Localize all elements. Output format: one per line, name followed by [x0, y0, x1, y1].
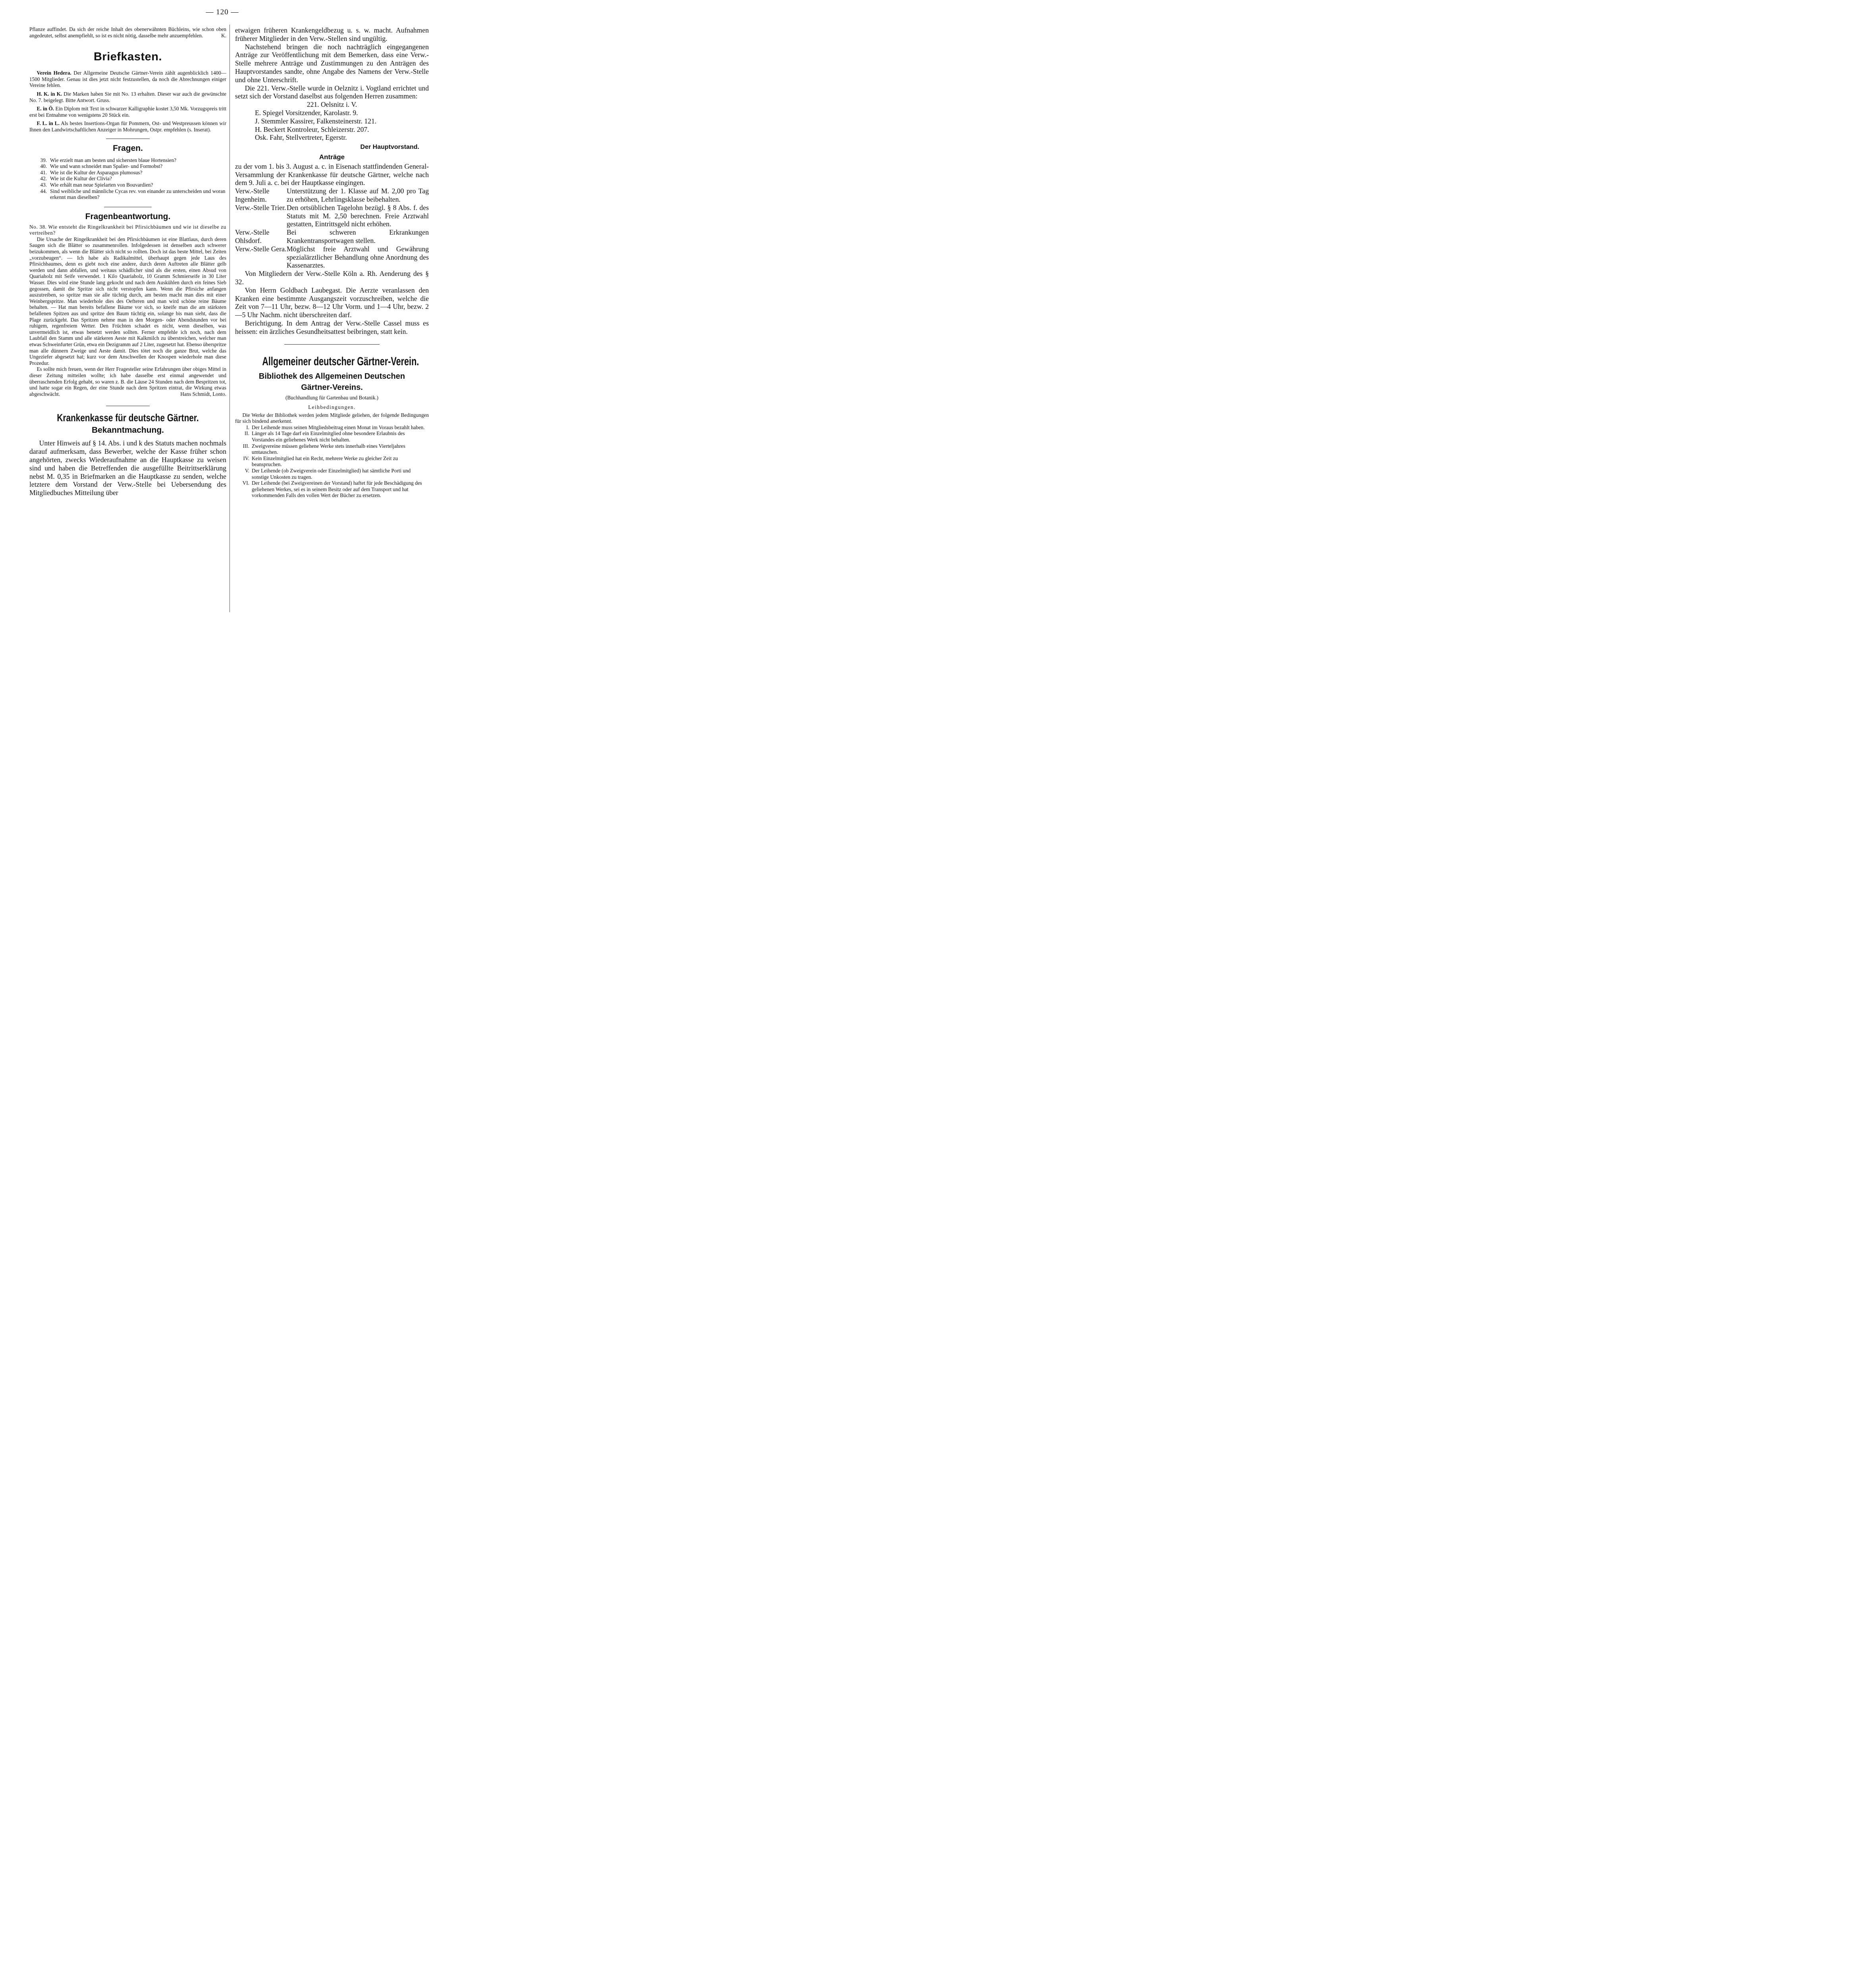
rules-list [235, 424, 429, 499]
antrag-label: Verw.-Stelle Gera. [235, 245, 287, 253]
bibliothek-subtitle: (Buchhandlung für Gartenbau und Botanik.) [285, 395, 379, 401]
koeln-text: Von Mitgliedern der Verw.-Stelle Köln a. Rh. Aenderung des § 32. [235, 270, 429, 286]
krankenkasse-text: Unter Hinweis auf § 14. Abs. i und k des Statuts machen nochmals darauf aufmerksam, dass Bewerber, welche der Kasse früher schon angehörten, zwecks Wiederaufnahme an die Hauptkasse zu weisen sind und haben die Betreffenden die ausgefüllte Beitrittserklärung nebst M. 0,35 in Briefmarken an die Hauptkasse zu senden, welche letztere dem Vorstand der Verw.-Stelle bei Uebersendung des Mitgliedbuches Mitteilung über [29, 439, 226, 497]
briefkasten-heading: Briefkasten. [93, 50, 162, 64]
rule-number: V. [245, 468, 249, 474]
answer-text-2 [29, 366, 226, 397]
letter-recipient: H. K. in K. [37, 91, 62, 97]
antrag-text: Den ortsüblichen Tagelohn bezügl. § 8 Abs. f. des Statuts mit M. 2,50 berechnen. Freie Arztwahl gestatten, Eintrittsgeld nicht erhöhen. [287, 203, 429, 228]
antrag-item [235, 187, 429, 204]
letter-item [29, 106, 226, 118]
stelle-title: 221. Oelsnitz i. V. [307, 100, 357, 109]
krankenkasse-heading: Krankenkasse für deutsche Gärtner. [57, 412, 199, 424]
rule-item [235, 424, 429, 431]
question-number: 40. [40, 163, 47, 170]
question-number: 44. [40, 188, 47, 194]
intro-paragraph [29, 26, 226, 39]
letter-text: Ein Diplom mit Text in schwarzer Kalligraphie kostet 3,50 Mk. Vorzugspreis tritt erst bei Entnahme von wenigstens 20 Stück ein. [29, 106, 227, 118]
right-column [235, 26, 429, 499]
question-item [29, 188, 226, 200]
question-item [29, 163, 226, 170]
letter-recipient: E. in Ö. [37, 106, 54, 112]
leih-intro: Die Werke der Bibliothek werden jedem Mitgliede geliehen, der folgende Bedingungen für sich bindend anerkennt. [235, 412, 429, 424]
rule-text: Länger als 14 Tage darf ein Einzelmitglied ohne besondere Erlaubnis des Vorstandes ein geliehenes Werk nicht behalten. [252, 430, 405, 443]
questions-list [29, 157, 226, 200]
members-list [235, 109, 429, 142]
question-item [29, 175, 226, 182]
rule-number: IV. [243, 455, 249, 461]
antrag-label: Verw.-Stelle Ingenheim. [235, 187, 270, 203]
antrag-text: Möglichst freie Arztwahl und Gewährung spezialärztlicher Behandlung ohne Anordnung des Kassenarztes. [287, 245, 429, 270]
rule-text: Der Leihende muss seinen Mitgliedsbeitrag einen Monat im Voraus bezahlt haben. [252, 424, 425, 430]
question-text: Wie erhält man neue Spielarten von Bouvardien? [50, 181, 153, 188]
rule-number: III. [243, 443, 249, 449]
rule-text: Der Leihende (bei Zweigvereinen der Vorstand) haftet für jede Beschädigung des geliehenen Werkes, sei es in seinem Besitz oder auf dem Transport und hat vorkommenden Falls den vollen Wert der Bücher zu ersetzen. [252, 480, 422, 499]
member-item: J. Stemmler Kassirer, Falkensteinerstr. 121. [255, 117, 377, 125]
rule-text: Kein Einzelmitglied hat ein Recht, mehrere Werke zu gleicher Zeit zu beanspruchen. [252, 455, 398, 468]
question-item [29, 170, 226, 176]
leihbedingungen-heading: Leihbedingungen. [308, 404, 356, 410]
member-item: Osk. Fahr, Stellvertreter, Egerstr. [255, 133, 347, 142]
question-text: Wie ist die Kultur der Asparagus plumosus? [50, 169, 143, 175]
bibliothek-heading: Bibliothek des Allgemeinen Deutschen Gärtner-Vereins. [258, 372, 405, 392]
rule-text: Der Leihende (ob Zweigverein oder Einzelmitglied) hat sämtliche Porti und sonstige Unkosten zu tragen. [252, 468, 411, 480]
intro-signature: K. [221, 32, 226, 39]
rule-text: Zweigvereine müssen geliehene Werke stets innerhalb eines Vierteljahres umtauschen. [252, 443, 405, 455]
antraege-heading: Anträge [319, 153, 345, 161]
member-item: E. Spiegel Vorsitzender, Karolastr. 9. [255, 108, 358, 117]
letter-text: Die Marken haben Sie mit No. 13 erhalten. Dieser war auch die gewünschte No. 7. beigelegt. Bitte Antwort. Gruss. [29, 91, 227, 103]
rule-item [235, 430, 429, 443]
letter-recipient: F. L. in L. [37, 120, 60, 127]
letter-item [29, 120, 226, 133]
rule-item [235, 480, 429, 499]
newspaper-page [0, 0, 445, 622]
paragraph-nachstehend: Nachstehend bringen die noch nachträglich eingegangenen Anträge zur Veröffentlichung mit dem Bemerken, dass eine Verw.-Stelle mehrere Anträge und Zustimmungen zu den Anträgen des Hauptvorstandes sandte, ohne Angabe des Namens der Verw.-Stelle und ohne Unterschrift. [235, 42, 429, 84]
hauptvorstand-signature: Der Hauptvorstand. [360, 144, 419, 151]
page-number: — 120 — [206, 8, 239, 16]
letter-item [29, 70, 226, 89]
question-number: 41. [40, 169, 47, 175]
column-divider [229, 25, 230, 612]
section-rule [284, 344, 380, 345]
answer-text-2-body: Es sollte mich freuen, wenn der Herr Fragesteller seine Erfahrungen über obiges Mittel in dieser Zeitung mitteilen wollte; ich habe dasselbe erst einmal angewendet und überraschenden Erfolg gehabt, so waren z. B. die Läuse 24 Stunden nach dem Bespritzen tot, und hatte sogar ein Regen, der eine Stunde nach dem Spritzen eintrat, die Wirkung etwas abgeschwächt. [29, 366, 226, 397]
question-number: 43. [40, 181, 47, 188]
question-item [29, 182, 226, 188]
question-number: 42. [40, 175, 47, 182]
answer-signature: Hans Schmidt, Lonto. [180, 391, 226, 397]
intro-text: Pflanze auffindet. Da sich der reiche Inhalt des obenerwähnten Büchleins, wie schon oben angedeutet, selbst anempfiehlt, so ist es nicht nötig, dasselbe mehr anzuempfehlen. [29, 26, 226, 39]
gaertner-verein-heading: Allgemeiner deutscher Gärtner-Verein. [262, 355, 419, 368]
rule-number: VI. [242, 480, 249, 486]
member-item: H. Beckert Kontroleur, Schleizerstr. 207. [255, 125, 369, 133]
rule-number: II. [244, 430, 249, 437]
letters-list [29, 70, 226, 133]
antrag-label: Verw.-Stelle Trier. [235, 203, 286, 212]
antrag-text: Unterstützung der 1. Klasse auf M. 2,00 pro Tag zu erhöhen, Lehrlingsklasse beibehalten. [287, 187, 429, 203]
fragen-heading: Fragen. [113, 143, 143, 153]
fragenbeantwortung-heading: Fragenbeantwortung. [85, 212, 171, 221]
letter-item [29, 91, 226, 103]
paragraph-oelznitz: Die 221. Verw.-Stelle wurde in Oelznitz i. Vogtland errichtet und setzt sich der Vorstand daselbst aus folgenden Herren zusammen: [235, 84, 429, 100]
antrag-item [235, 245, 429, 270]
continuation-text: etwaigen früheren Krankengeldbezug u. s. w. macht. Aufnahmen früherer Mitglieder in den Verw.-Stellen sind ungültig. [235, 26, 429, 42]
antrag-item [235, 204, 429, 228]
rule-number: I. [246, 424, 249, 430]
rule-item [235, 455, 429, 468]
antrag-item [235, 228, 429, 245]
question-text: Sind weibliche und männliche Cycas rev. von einander zu unterscheiden und woran erkennt man dieselben? [50, 188, 226, 200]
answer-question: No. 38. Wie entsteht die Ringelkrankheit bei Pfirsichbäumen und wie ist dieselbe zu vertreiben? [29, 224, 226, 236]
goldbach-text: Von Herrn Goldbach Laubegast. Die Aerzte veranlassen den Kranken eine bestimmte Ausgangszeit vorzuschreiben, welche die Zeit von 7—11 Uhr, bezw. 8—12 Uhr Vorm. und 1—4 Uhr, bezw. 2—5 Uhr Nachm. nicht überschreiten darf. [235, 286, 429, 319]
question-text: Wie erzielt man am besten und sichersten blaue Hortensien? [50, 157, 177, 163]
antrag-text: Bei schweren Erkrankungen Krankentransportwagen stellen. [287, 228, 429, 245]
question-number: 39. [40, 157, 47, 163]
berichtigung-text: Berichtigung. In dem Antrag der Verw.-Stelle Cassel muss es heissen: ein ärzliches Gesundheitsattest beibringen, statt kein. [235, 319, 429, 335]
letter-recipient: Verein Hedera. [37, 70, 71, 76]
bekanntmachung-heading: Bekanntmachung. [91, 426, 164, 435]
answer-text: Die Ursache der Ringelkrankheit bei den Pfirsichbäumen ist eine Blattlaus, durch deren Saugen sich die Blätter so zusammenrollen. Infolgedessen ist denselben auch schwerer beizukommen, als wenn die Blätter sich nicht so rollten. Doch ist das beste Mittel, bei Zeiten „vorzubeugen“. — Ich habe als Radikalmittel, überhaupt gegen jede Laus des Pfirsichbaumes, denn es giebt noch eine andere, durch deren Auftreten alle Blätter gelb werden und dann abfallen, und weitaus schädlicher sind als die ersten, einen Absud von Quariaholz mit Seife verwendet. 1 Kilo Quariaholz, 10 Gramm Schmierseife in 30 Liter Wasser. Dies wird eine Stunde lang gekocht und nach dem Auskühlen durch ein feines Sieb gegossen, damit die Spritze sich nicht verstopfen kann. Wenn die Pfirsiche anfangen auszutreiben, so spritze man sie alle tüchtig durch, am besten macht man dies mit einer Weinbergspritze. Man wiederhole dies des Oefteren und man wird schöne reine Bäume behalten. — Hat man bereits befallene Bäume vor sich, so kneife man die am stärksten befallenen Spitzen aus und spritze den Baum tüchtig ein, solange bis man sieht, dass die Plage zurückgeht. Das Spritzen nehme man in den Morgen- oder Abendstunden vor bei ruhigem, regenfreiem Wetter. Den Früchten schadet es nicht, wenn dieselben, was unvermeidlich ist, etwas benetzt werden sollten. Ferner empfehle ich noch, nach dem Laubfall den Stamm und alle stärkeren Aeste mit Kalkmilch zu überstreichen, welcher man etwas Schweinfurter Grün, etwa ein Dezigramm auf 2 Liter, zugesetzt hat. Ebenso überspritze man alle dünnern Zweige und Aeste damit. Dies tötet noch die ganze Brut, welche das Ungeziefer abgesetzt hat; kurz vor dem Anschwellen der Knospen wiederhole man diese Prozedur. [29, 236, 226, 366]
rule-item [235, 468, 429, 480]
letter-text: Als bestes Insertions-Organ für Pommern, Ost- und Westpreussen können wir Ihnen den Landwirtschaftlichen Anzeiger in Mohrungen, Ostpr. empfehlen (s. Inserat). [29, 120, 226, 133]
rule-item [235, 443, 429, 455]
question-item [29, 157, 226, 164]
antrag-label: Verw.-Stelle Ohlsdorf. [235, 228, 270, 245]
letter-text: Der Allgemeine Deutsche Gärtner-Verein zählt augenblicklich 1400—1500 Mitglieder. Genau ist dies jetzt nicht festzustellen, da noch die Abrechnungen einiger Vereine fehlen. [29, 70, 226, 89]
question-text: Wie und wann schneidet man Spalier- und Formobst? [50, 163, 163, 170]
left-column [29, 26, 226, 497]
antraege-list [235, 187, 429, 270]
question-text: Wie ist die Kultur der Clivia? [50, 175, 112, 182]
antraege-intro: zu der vom 1. bis 3. August a. c. in Eisenach stattfindenden General-Versammlung der Krankenkasse für deutsche Gärtner, welche nach dem 9. Juli a. c. bei der Hauptkasse eingingen. [235, 162, 429, 187]
